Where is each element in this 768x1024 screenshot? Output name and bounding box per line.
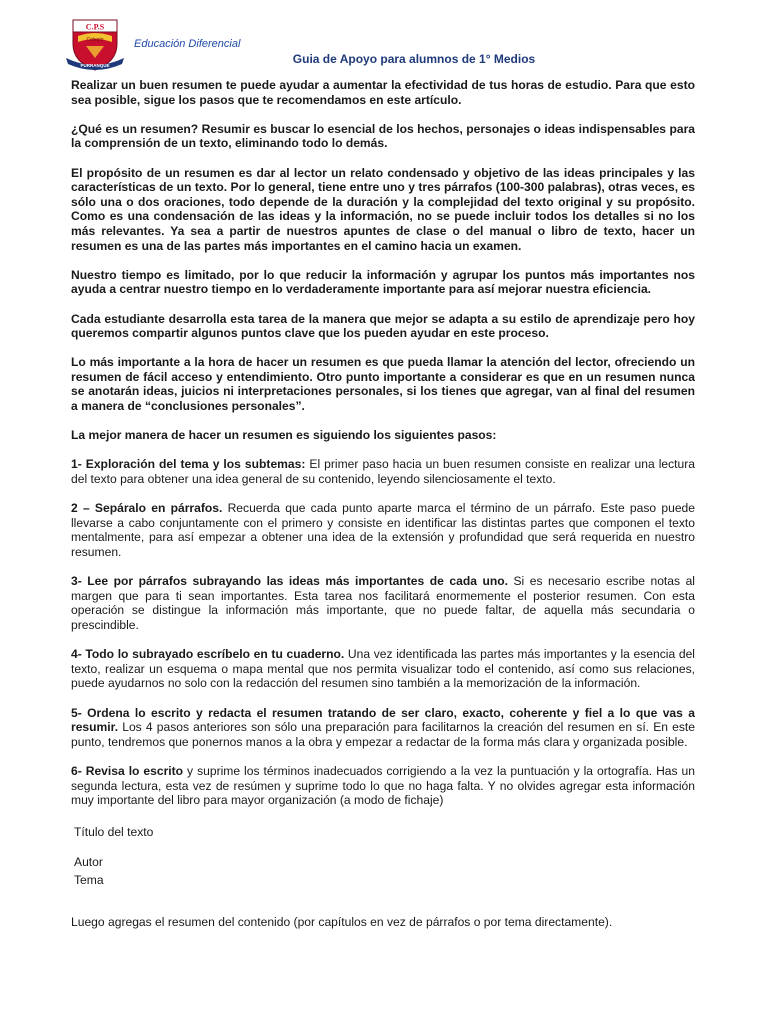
department-label: Educación Diferencial [134, 38, 241, 50]
step-6: 6- Revisa lo escrito y suprime los términos inadecuados corrigiendo a la vez la puntuación y la ortografía. Has un segunda lectura, esta vez de resúmen y suprime todo lo que no haga falta. Y no olvides agregar esta información muy importante del libro para mayor organización (a modo de fichaje) [71, 763, 695, 808]
step-2: 2 – Sepáralo en párrafos. Recuerda que cada punto aparte marca el término de un párrafo. Este paso puede llevarse a cabo conjuntamente con el primero y consiste en identificar las distintas partes que componen el texto mentalmente, para así empezar a obtener una idea de la extensión y profundidad que será requerida en nuestro resumen. [71, 501, 695, 559]
purpose-paragraph: El propósito de un resumen es dar al lector un relato condensado y objetivo de las ideas principales y las características de un texto. Por lo general, tiene entre uno y tres párrafos (100-300 palabras), otras veces, es sólo una o dos oraciones, todo depende de la duración y la complejidad del texto original y su propósito. Como es una condensación de las ideas y la información, no se puede incluir todos los detalles si no los más relevantes. Ya sea a partir de nuestros apuntes de clase o del manual o libro de texto, hacer un resumen es una de las partes más importantes en el camino hacia un examen. [71, 165, 695, 253]
field-titulo: Título del texto [74, 825, 154, 839]
field-autor: Autor [74, 855, 103, 869]
each-student-paragraph: Cada estudiante desarrolla esta tarea de la manera que mejor se adapta a su estilo de aprendizaje pero hoy queremos compartir algunos puntos clave que los pueden ayudar en este proceso. [71, 311, 695, 341]
crest-ribbon-text: Colegio [86, 37, 104, 43]
step-3: 3- Lee por párrafos subrayando las ideas más importantes de cada uno. Si es necesario escribe notas al margen que para ti sean importantes. Esta tarea nos facilitará enormemente el posterior resumen. Con esta operación se distingue la información más importante, que no puede faltar, de aquella más secundaria o prescindible. [71, 574, 695, 632]
step-5: 5- Ordena lo escrito y redacta el resumen tratando de ser claro, exacto, coherente y fiel a lo que vas a resumir. Los 4 pasos anteriores son sólo una preparación para facilitarnos la creación del resumen en sí. En este punto, tendremos que ponernos manos a la obra y empezar a redactar de la forma más clara y organizada posible. [71, 705, 695, 749]
closing-paragraph: Luego agregas el resumen del contenido (por capítulos en vez de párrafos o por tema directamente). [71, 915, 613, 929]
crest-town-text: PURRANQUE [80, 63, 110, 68]
intro-paragraph: Realizar un buen resumen te puede ayudar a aumentar la efectividad de tus horas de estudio. Para que esto sea posible, sigue los pasos que te recomendamos en este artículo. [71, 78, 695, 107]
step-4: 4- Todo lo subrayado escríbelo en tu cuaderno. Una vez identificada las partes más importantes y la esencia del texto, realizar un esquema o mapa mental que nos permita visualizar todo el contenido, así como sus relaciones, puede ayudarnos no solo con la redacción del resumen sino también a la memorización de la información. [71, 647, 695, 691]
best-way-paragraph: La mejor manera de hacer un resumen es siguiendo los siguientes pasos: [71, 428, 497, 443]
field-tema: Tema [74, 873, 104, 887]
guide-title: Guia de Apoyo para alumnos de 1° Medios [292, 52, 536, 66]
most-important-paragraph: Lo más importante a la hora de hacer un resumen es que pueda llamar la atención del lector, ofreciendo un resumen de fácil acceso y entendimiento. Otro punto importante a considerar es que en un resumen nunca se anotarán ideas, juicios ni interpretaciones personales, si los tienes que agregar, van al final del resumen a manera de “conclusiones personales”. [71, 355, 695, 414]
what-is-paragraph: ¿Qué es un resumen? Resumir es buscar lo esencial de los hechos, personajes o ideas indispensables para la comprensión de un texto, eliminando todo lo demás. [71, 121, 695, 151]
time-paragraph: Nuestro tiempo es limitado, por lo que reducir la información y agrupar los puntos más importantes nos ayuda a centrar nuestro tiempo en lo verdaderamente importante para así mejorar nuestra eficiencia. [71, 267, 695, 297]
crest-initials: C.P.S [85, 22, 105, 32]
document-body [71, 78, 695, 822]
step-1: 1- Exploración del tema y los subtemas: El primer paso hacia un buen resumen consiste en realizar una lectura del texto para obtener una idea general de su contenido, leyendo silenciosamente el texto. [71, 457, 695, 487]
